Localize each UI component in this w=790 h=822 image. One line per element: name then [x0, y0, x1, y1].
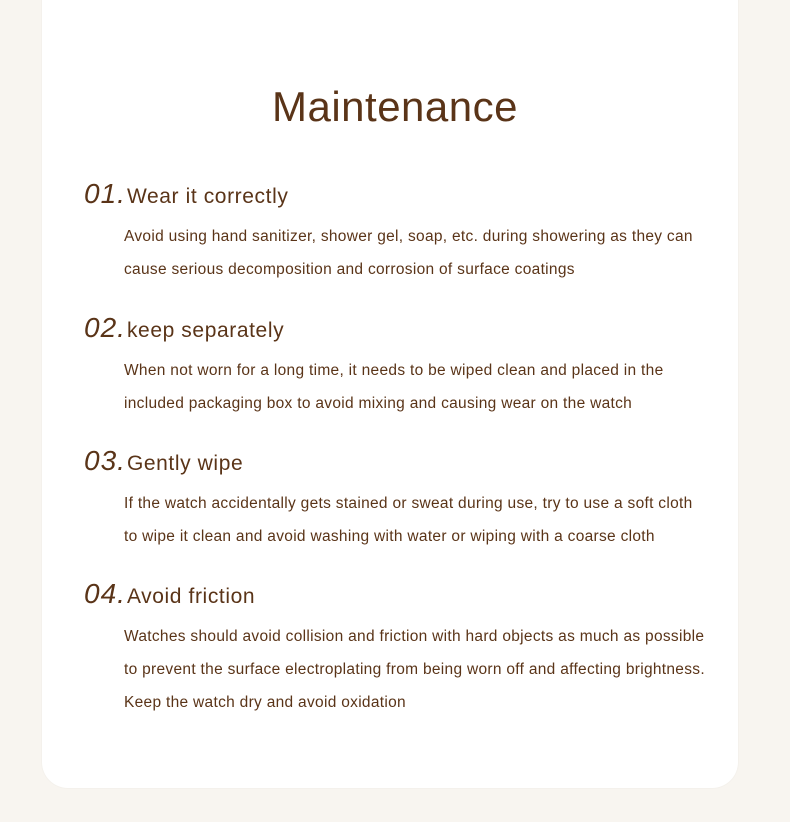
section-4	[84, 578, 744, 719]
section-2-line: included packaging box to avoid mixing and causing wear on the watch	[124, 395, 633, 412]
section-2-heading: keep separately	[126, 319, 285, 342]
section-1-number: 01	[84, 178, 118, 209]
section-4-line: Watches should avoid collision and friction with hard objects as much as possible	[124, 628, 705, 645]
section-2-body	[124, 354, 744, 420]
section-2-line: When not worn for a long time, it needs to be wiped clean and placed in the	[124, 362, 664, 379]
section-3-line: to wipe it clean and avoid washing with water or wiping with a coarse cloth	[124, 528, 655, 545]
section-1-line: Avoid using hand sanitizer, shower gel, soap, etc. during showering as they can	[124, 228, 693, 245]
section-4-dot: .	[117, 578, 125, 609]
section-4-line: Keep the watch dry and avoid oxidation	[124, 694, 406, 711]
page-title: Maintenance	[272, 83, 518, 130]
section-3-dot: .	[117, 445, 125, 476]
section-4-header	[84, 578, 744, 614]
section-3	[84, 445, 744, 553]
section-4-number: 04	[84, 578, 118, 609]
section-1-header	[84, 178, 744, 214]
section-3-heading: Gently wipe	[126, 452, 244, 475]
section-3-header	[84, 445, 744, 481]
section-2	[84, 312, 744, 420]
section-3-number: 03	[84, 445, 118, 476]
section-1-heading: Wear it correctly	[126, 185, 289, 208]
section-1-dot: .	[117, 178, 125, 209]
section-2-dot: .	[117, 312, 125, 343]
section-1-line: cause serious decomposition and corrosion of surface coatings	[124, 261, 575, 278]
section-4-body	[124, 620, 744, 719]
section-2-header	[84, 312, 744, 348]
section-1-body	[124, 220, 744, 286]
section-1	[84, 178, 744, 286]
section-3-line: If the watch accidentally gets stained or sweat during use, try to use a soft cloth	[124, 495, 693, 512]
section-4-line: to prevent the surface electroplating from being worn off and affecting brightness.	[124, 661, 705, 678]
section-2-number: 02	[84, 312, 118, 343]
section-3-body	[124, 487, 744, 553]
section-4-heading: Avoid friction	[126, 585, 256, 608]
